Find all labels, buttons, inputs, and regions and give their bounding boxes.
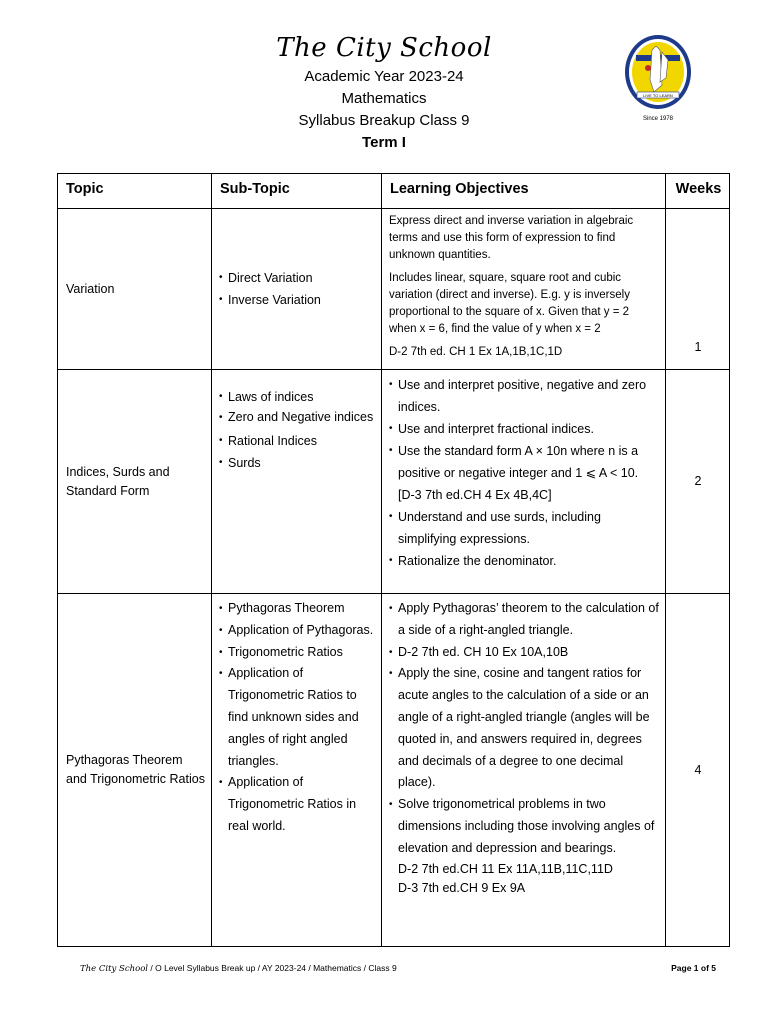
table-header-row <box>58 174 730 209</box>
objectives-cell <box>382 370 666 594</box>
list-item: • Zero and Negative indices <box>219 408 375 427</box>
term-label: Term I <box>362 134 406 151</box>
list-item: • Apply Pythagoras’ theorem to the calculation of a side of a right-angled triangle. <box>389 598 659 642</box>
list-item: • Inverse Variation <box>219 289 375 311</box>
syllabus-title: Syllabus Breakup Class 9 <box>298 112 470 129</box>
subtopic-cell <box>212 594 382 947</box>
weeks-cell: 4 <box>666 594 730 947</box>
header-topic: Topic <box>58 174 212 209</box>
topic-cell: Variation <box>58 209 212 370</box>
list-item: • D-2 7th ed. CH 10 Ex 10A,10B <box>389 642 659 664</box>
objective-reference: D-2 7th ed.CH 11 Ex 11A,11B,11C,11D <box>398 861 613 876</box>
table-row <box>58 370 730 594</box>
header-subtopic: Sub-Topic <box>212 174 382 209</box>
objective-reference: D-2 7th ed. CH 1 Ex 1A,1B,1C,1D <box>389 346 563 358</box>
list-item: • Trigonometric Ratios <box>219 642 375 664</box>
subtopic-cell <box>212 370 382 594</box>
page-footer <box>80 963 716 974</box>
list-item: • Pythagoras Theorem <box>219 598 375 620</box>
subtopic-cell <box>212 209 382 370</box>
list-item: • Application of Pythagoras. <box>219 620 375 642</box>
logo-since: Since 1978 <box>642 116 674 122</box>
list-item: • Use and interpret fractional indices. <box>389 418 659 440</box>
objectives-cell <box>382 594 666 947</box>
header-weeks: Weeks <box>666 174 730 209</box>
syllabus-table <box>57 173 730 947</box>
footer-school: The City School <box>80 964 149 974</box>
school-logo <box>622 30 694 124</box>
list-item: • Solve trigonometrical problems in two dimensions including those involving angles of elevation and depression and bearings. <box>389 794 659 859</box>
page-number: Page 1 of 5 <box>671 963 716 973</box>
objective-reference: D-3 7th ed.CH 9 Ex 9A <box>398 880 526 895</box>
topic-cell: Indices, Surds and Standard Form <box>58 370 212 594</box>
subject: Mathematics <box>341 90 427 107</box>
objective-paragraph: Includes linear, square, square root and cubic variation (direct and inverse). E.g. y is inversely proportional to the square of x. Given that y = 2 when x = 6, find the value of y when x = 2 <box>389 272 630 335</box>
list-item: • Laws of indices <box>219 386 375 408</box>
weeks-cell: 2 <box>666 370 730 594</box>
list-item: • Use and interpret positive, negative and zero indices. <box>389 374 659 418</box>
topic-cell: Pythagoras Theorem and Trigonometric Ratios <box>58 594 212 947</box>
table-row <box>58 209 730 370</box>
objective-paragraph: Express direct and inverse variation in algebraic terms and use this form of expression to find unknown quantities. <box>389 215 634 261</box>
objectives-cell <box>382 209 666 370</box>
logo-motto: LIVE TO LEARN <box>643 92 673 98</box>
list-item: • Application of Trigonometric Ratios in real world. <box>219 772 375 837</box>
table-row <box>58 594 730 947</box>
list-item: • Understand and use surds, including simplifying expressions. <box>389 506 659 550</box>
list-item: • Application of Trigonometric Ratios to find unknown sides and angles of right angled triangles. <box>219 663 375 772</box>
list-item: • Rational Indices <box>219 430 375 452</box>
list-item: • Surds <box>219 452 375 474</box>
list-item: • Rationalize the denominator. <box>389 550 659 572</box>
footer-text: / O Level Syllabus Break up / AY 2023-24 / Mathematics / Class 9 <box>150 963 397 973</box>
header-objectives: Learning Objectives <box>382 174 666 209</box>
list-item: • Direct Variation <box>219 267 375 289</box>
list-item: • Apply the sine, cosine and tangent ratios for acute angles to the calculation of a side or an angle of a right-angled triangle (angles will be quoted in, and answers required in, degrees and decimals of a degree to one decimal place). <box>389 663 659 794</box>
list-item: • Use the standard form A × 10n where n is a positive or negative integer and 1 ⩽ A < 10. <box>389 440 659 484</box>
objective-reference: [D-3 7th ed.CH 4 Ex 4B,4C] <box>398 488 552 502</box>
weeks-cell: 1 <box>666 209 730 370</box>
academic-year: Academic Year 2023-24 <box>304 68 464 85</box>
school-name: The City School <box>276 33 492 63</box>
